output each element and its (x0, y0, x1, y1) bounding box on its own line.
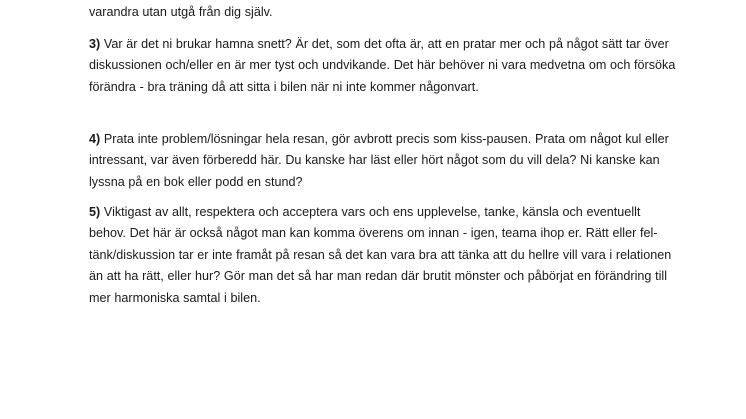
item-number: 5) (89, 205, 101, 219)
item-text: Prata inte problem/lösningar hela resan, gör avbrott precis som kiss-pausen. Prata om något kul eller intressant, var även förberedd här. Du kanske har läst eller hört något som du vill dela? Ni kanske kan lyssna på en bok eller podd en stund? (89, 132, 669, 189)
list-item (89, 129, 679, 193)
item-text: Viktigast av allt, respektera och acceptera vars och ens upplevelse, tanke, känsla och eventuellt behov. Det här är också något man kan komma överens om innan - igen, teama ihop er. Rätt eller fel-tänk/diskussion tar er inte framåt på resan så det kan vara bra att tänka att du hellre vill vara i relationen än att ha rätt, eller hur? Gör man det så har man redan där brutit mönster och påbörjat en förändring till mer harmoniska samtal i bilen. (89, 205, 672, 305)
item-number: 3) (89, 37, 101, 51)
item-text: Var är det ni brukar hamna snett? Är det, som det ofta är, att en pratar mer och på något sätt tar över diskussionen och/eller en är mer tyst och undvikande. Det här behöver ni vara medvetna om och försöka förändra - bra träning då att sitta i bilen när ni inte kommer någonvart. (89, 37, 676, 94)
list-item (89, 34, 679, 98)
item-number: 4) (89, 132, 101, 146)
intro-fragment: varandra utan utgå från dig själv. (89, 5, 273, 19)
list-item (89, 202, 679, 309)
